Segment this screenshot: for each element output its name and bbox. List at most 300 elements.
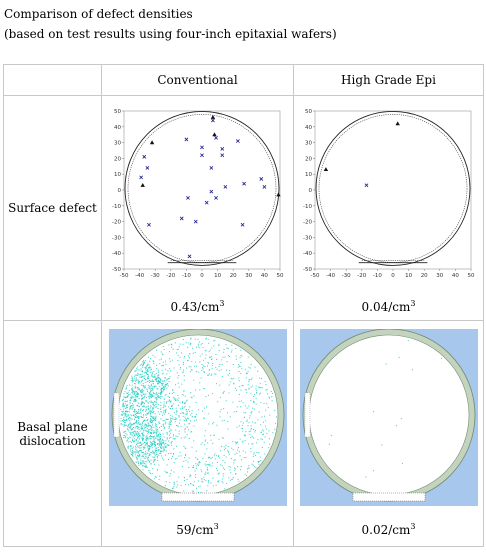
dislocation-point bbox=[152, 376, 153, 377]
dislocation-point bbox=[251, 385, 252, 386]
dislocation-point bbox=[188, 357, 189, 358]
dislocation-point bbox=[198, 462, 199, 463]
dislocation-point bbox=[124, 412, 125, 413]
dislocation-point bbox=[210, 439, 211, 440]
dislocation-point bbox=[128, 424, 129, 425]
dislocation-point bbox=[186, 367, 187, 368]
dislocation-point bbox=[125, 396, 126, 397]
dislocation-point bbox=[154, 419, 155, 420]
dislocation-point bbox=[162, 420, 163, 421]
dislocation-point bbox=[155, 380, 156, 381]
dislocation-point bbox=[130, 397, 131, 398]
dislocation-point bbox=[155, 377, 156, 378]
dislocation-point bbox=[179, 452, 180, 453]
y-tick-label: 40 bbox=[305, 124, 312, 131]
dislocation-point bbox=[194, 389, 195, 390]
dislocation-point bbox=[143, 361, 144, 362]
dislocation-point bbox=[187, 346, 188, 347]
dislocation-point bbox=[165, 368, 166, 369]
dislocation-point bbox=[264, 381, 265, 382]
dislocation-point bbox=[153, 437, 154, 438]
dislocation-point bbox=[261, 429, 262, 430]
dislocation-point bbox=[242, 422, 243, 423]
dislocation-point bbox=[135, 438, 136, 439]
dislocation-point bbox=[136, 367, 137, 368]
dislocation-point bbox=[178, 455, 179, 456]
dislocation-point bbox=[165, 442, 166, 443]
dislocation-point bbox=[138, 423, 139, 424]
dislocation-point bbox=[254, 466, 255, 467]
dislocation-point bbox=[127, 439, 128, 440]
dislocation-point bbox=[177, 355, 178, 356]
dislocation-point bbox=[204, 349, 205, 350]
dislocation-point bbox=[218, 343, 219, 344]
dislocation-point bbox=[162, 386, 163, 387]
dislocation-point bbox=[179, 408, 180, 409]
dislocation-point bbox=[201, 471, 202, 472]
dislocation-point bbox=[168, 444, 169, 445]
dislocation-point bbox=[136, 405, 137, 406]
dislocation-point bbox=[132, 453, 133, 454]
dislocation-point bbox=[248, 366, 249, 367]
dislocation-point bbox=[177, 436, 178, 437]
dislocation-point bbox=[255, 398, 256, 399]
dislocation-point bbox=[165, 421, 166, 422]
dislocation-point bbox=[145, 367, 146, 368]
dislocation-point bbox=[212, 423, 213, 424]
dislocation-point bbox=[181, 406, 182, 407]
dislocation-point bbox=[168, 423, 169, 424]
dislocation-point bbox=[168, 396, 169, 397]
dislocation-point bbox=[266, 403, 267, 404]
dislocation-point bbox=[212, 485, 213, 486]
dislocation-point bbox=[153, 392, 154, 393]
dislocation-point bbox=[218, 472, 219, 473]
dislocation-point bbox=[184, 428, 185, 429]
dislocation-point bbox=[158, 479, 159, 480]
dislocation-point bbox=[260, 387, 261, 388]
dislocation-point bbox=[129, 427, 130, 428]
dislocation-point bbox=[267, 393, 268, 394]
dislocation-point bbox=[263, 441, 264, 442]
dislocation-point bbox=[130, 408, 131, 409]
dislocation-point bbox=[137, 368, 138, 369]
dislocation-point bbox=[151, 375, 152, 376]
dislocation-point bbox=[131, 447, 132, 448]
dislocation-point bbox=[152, 383, 153, 384]
dislocation-point bbox=[137, 454, 138, 455]
dislocation-point bbox=[152, 431, 153, 432]
dislocation-point bbox=[274, 410, 275, 411]
dislocation-point bbox=[180, 352, 181, 353]
dislocation-point bbox=[150, 397, 151, 398]
dislocation-point bbox=[131, 434, 132, 435]
dislocation-point bbox=[129, 421, 130, 422]
dislocation-point bbox=[189, 406, 190, 407]
dislocation-point bbox=[165, 418, 166, 419]
dislocation-point bbox=[164, 381, 165, 382]
dislocation-point bbox=[195, 370, 196, 371]
dislocation-point bbox=[145, 360, 146, 361]
dislocation-point bbox=[248, 356, 249, 357]
dislocation-point bbox=[190, 338, 191, 339]
dislocation-point bbox=[193, 440, 194, 441]
row-label-basal-plane-dislocation bbox=[4, 321, 102, 547]
dislocation-point bbox=[238, 480, 239, 481]
dislocation-point bbox=[183, 375, 184, 376]
dislocation-point bbox=[145, 454, 146, 455]
dislocation-point bbox=[131, 404, 132, 405]
dislocation-point bbox=[163, 436, 164, 437]
dislocation-point bbox=[139, 434, 140, 435]
dislocation-point bbox=[155, 423, 156, 424]
dislocation-point bbox=[191, 410, 192, 411]
dislocation-point bbox=[138, 429, 139, 430]
x-tick-label: 10 bbox=[214, 272, 222, 279]
dislocation-point bbox=[162, 361, 163, 362]
dislocation-point bbox=[152, 468, 153, 469]
dislocation-point bbox=[169, 417, 170, 418]
dislocation-point bbox=[183, 480, 184, 481]
dislocation-point bbox=[220, 450, 221, 451]
dislocation-point bbox=[138, 442, 139, 443]
dislocation-point bbox=[150, 358, 151, 359]
dislocation-point bbox=[153, 426, 154, 427]
dislocation-point bbox=[373, 411, 374, 412]
dislocation-point bbox=[244, 473, 245, 474]
dislocation-point bbox=[148, 459, 149, 460]
dislocation-point bbox=[140, 464, 141, 465]
dislocation-point bbox=[161, 369, 162, 370]
dislocation-point bbox=[238, 380, 239, 381]
dislocation-point bbox=[177, 359, 178, 360]
density-value: 0.04/cm bbox=[361, 299, 411, 314]
dislocation-point bbox=[135, 431, 136, 432]
dislocation-point bbox=[175, 424, 176, 425]
dislocation-point bbox=[144, 367, 145, 368]
dislocation-point bbox=[157, 446, 158, 447]
dislocation-point bbox=[250, 386, 251, 387]
dislocation-point bbox=[256, 392, 257, 393]
dislocation-point bbox=[146, 397, 147, 398]
dislocation-point bbox=[129, 407, 130, 408]
dislocation-point bbox=[272, 432, 273, 433]
dislocation-point bbox=[155, 432, 156, 433]
dislocation-point bbox=[137, 425, 138, 426]
dislocation-point bbox=[143, 403, 144, 404]
dislocation-point bbox=[162, 450, 163, 451]
dislocation-point bbox=[208, 480, 209, 481]
dislocation-point bbox=[152, 420, 153, 421]
dislocation-point bbox=[251, 377, 252, 378]
dislocation-point bbox=[135, 390, 136, 391]
dislocation-point bbox=[147, 369, 148, 370]
dislocation-point bbox=[153, 478, 154, 479]
dislocation-point bbox=[162, 373, 163, 374]
dislocation-point bbox=[153, 371, 154, 372]
dislocation-point bbox=[132, 426, 133, 427]
dislocation-point bbox=[248, 379, 249, 380]
dislocation-point bbox=[152, 372, 153, 373]
dislocation-point bbox=[178, 416, 179, 417]
dislocation-point bbox=[222, 475, 223, 476]
dislocation-point bbox=[191, 416, 192, 417]
dislocation-point bbox=[247, 384, 248, 385]
dislocation-point bbox=[187, 461, 188, 462]
dislocation-point bbox=[140, 445, 141, 446]
dislocation-point bbox=[173, 486, 174, 487]
dislocation-point bbox=[183, 460, 184, 461]
dislocation-point bbox=[225, 444, 226, 445]
dislocation-point bbox=[132, 446, 133, 447]
dislocation-point bbox=[204, 453, 205, 454]
dislocation-point bbox=[150, 443, 151, 444]
dislocation-point bbox=[246, 420, 247, 421]
dislocation-point bbox=[385, 363, 386, 364]
dislocation-point bbox=[142, 469, 143, 470]
dislocation-point bbox=[189, 343, 190, 344]
dislocation-point bbox=[136, 445, 137, 446]
dislocation-point bbox=[131, 441, 132, 442]
dislocation-point bbox=[135, 378, 136, 379]
dislocation-point bbox=[153, 430, 154, 431]
dislocation-point bbox=[151, 409, 152, 410]
x-tick-label: -10 bbox=[372, 272, 382, 279]
dislocation-point bbox=[162, 424, 163, 425]
dislocation-point bbox=[140, 370, 141, 371]
dislocation-point bbox=[201, 353, 202, 354]
dislocation-point bbox=[261, 378, 262, 379]
dislocation-point bbox=[159, 432, 160, 433]
dislocation-point bbox=[155, 399, 156, 400]
dislocation-point bbox=[142, 440, 143, 441]
dislocation-point bbox=[221, 359, 222, 360]
dislocation-point bbox=[275, 416, 276, 417]
dislocation-point bbox=[188, 366, 189, 367]
dislocation-point bbox=[139, 424, 140, 425]
dislocation-point bbox=[186, 413, 187, 414]
dislocation-point bbox=[146, 370, 147, 371]
dislocation-point bbox=[216, 424, 217, 425]
dislocation-point bbox=[142, 434, 143, 435]
x-tick-label: -50 bbox=[119, 272, 129, 279]
dislocation-point bbox=[136, 379, 137, 380]
dislocation-point bbox=[163, 428, 164, 429]
dislocation-point bbox=[130, 414, 131, 415]
dislocation-point bbox=[155, 476, 156, 477]
dislocation-point bbox=[221, 375, 222, 376]
dislocation-point bbox=[253, 437, 254, 438]
dislocation-point bbox=[164, 394, 165, 395]
dislocation-point bbox=[247, 471, 248, 472]
dislocation-point bbox=[120, 408, 121, 409]
dislocation-point bbox=[173, 481, 174, 482]
dislocation-point bbox=[215, 373, 216, 374]
dislocation-point bbox=[250, 379, 251, 380]
dislocation-point bbox=[241, 384, 242, 385]
x-tick-label: -20 bbox=[357, 272, 367, 279]
x-tick-label: -50 bbox=[310, 272, 320, 279]
dislocation-point bbox=[150, 418, 151, 419]
dislocation-point bbox=[126, 396, 127, 397]
dislocation-point bbox=[148, 409, 149, 410]
dislocation-point bbox=[143, 362, 144, 363]
dislocation-point bbox=[161, 446, 162, 447]
density-surface-conventional bbox=[102, 299, 293, 314]
dislocation-point bbox=[152, 436, 153, 437]
dislocation-point bbox=[230, 381, 231, 382]
dislocation-point bbox=[258, 461, 259, 462]
dislocation-point bbox=[136, 377, 137, 378]
dislocation-point bbox=[142, 383, 143, 384]
dislocation-point bbox=[146, 417, 147, 418]
dislocation-point bbox=[260, 460, 261, 461]
dislocation-point bbox=[163, 442, 164, 443]
dislocation-point bbox=[250, 400, 251, 401]
dislocation-point bbox=[167, 383, 168, 384]
dislocation-point bbox=[164, 384, 165, 385]
dislocation-point bbox=[204, 435, 205, 436]
dislocation-point bbox=[168, 453, 169, 454]
dislocation-point bbox=[151, 419, 152, 420]
dislocation-point bbox=[407, 340, 408, 341]
y-tick-label: -50 bbox=[112, 266, 121, 273]
dislocation-point bbox=[203, 444, 204, 445]
dislocation-point bbox=[207, 362, 208, 363]
dislocation-point bbox=[174, 421, 175, 422]
dislocation-point bbox=[133, 438, 134, 439]
dislocation-point bbox=[135, 452, 136, 453]
dislocation-point bbox=[183, 407, 184, 408]
dislocation-point bbox=[268, 430, 269, 431]
dislocation-point bbox=[145, 399, 146, 400]
dislocation-point bbox=[211, 457, 212, 458]
dislocation-point bbox=[136, 396, 137, 397]
dislocation-point bbox=[131, 377, 132, 378]
dislocation-point bbox=[133, 431, 134, 432]
dislocation-point bbox=[396, 425, 397, 426]
dislocation-point bbox=[250, 447, 251, 448]
dislocation-point bbox=[254, 366, 255, 367]
dislocation-point bbox=[141, 451, 142, 452]
dislocation-point bbox=[171, 418, 172, 419]
dislocation-point bbox=[149, 400, 150, 401]
dislocation-point bbox=[141, 384, 142, 385]
dislocation-point bbox=[171, 444, 172, 445]
dislocation-point bbox=[127, 395, 128, 396]
dislocation-point bbox=[228, 384, 229, 385]
dislocation-point bbox=[239, 455, 240, 456]
dislocation-point bbox=[148, 422, 149, 423]
dislocation-point bbox=[170, 473, 171, 474]
dislocation-point bbox=[137, 389, 138, 390]
dislocation-point bbox=[170, 442, 171, 443]
dislocation-point bbox=[163, 420, 164, 421]
dislocation-point bbox=[122, 411, 123, 412]
dislocation-point bbox=[143, 375, 144, 376]
dislocation-point bbox=[139, 423, 140, 424]
dislocation-point bbox=[218, 345, 219, 346]
dislocation-point bbox=[186, 426, 187, 427]
dislocation-point bbox=[146, 435, 147, 436]
x-tick-label: 0 bbox=[200, 272, 204, 279]
dislocation-point bbox=[238, 370, 239, 371]
dislocation-point bbox=[152, 386, 153, 387]
dislocation-point bbox=[132, 439, 133, 440]
column-header-high-grade-epi: High Grade Epi bbox=[294, 65, 484, 96]
dislocation-point bbox=[145, 401, 146, 402]
dislocation-point bbox=[330, 435, 331, 436]
dislocation-point bbox=[218, 438, 219, 439]
dislocation-point bbox=[150, 387, 151, 388]
dislocation-point bbox=[193, 395, 194, 396]
dislocation-point bbox=[208, 369, 209, 370]
dislocation-point bbox=[141, 376, 142, 377]
dislocation-point bbox=[128, 393, 129, 394]
dislocation-point bbox=[139, 430, 140, 431]
dislocation-point bbox=[122, 410, 123, 411]
dislocation-point bbox=[164, 470, 165, 471]
dislocation-point bbox=[144, 385, 145, 386]
dislocation-point bbox=[217, 401, 218, 402]
dislocation-point bbox=[400, 418, 401, 419]
dislocation-point bbox=[150, 473, 151, 474]
dislocation-point bbox=[182, 372, 183, 373]
dislocation-point bbox=[202, 365, 203, 366]
dislocation-point bbox=[156, 401, 157, 402]
dislocation-point bbox=[240, 465, 241, 466]
dislocation-point bbox=[218, 481, 219, 482]
dislocation-point bbox=[199, 355, 200, 356]
y-tick-label: 10 bbox=[305, 171, 312, 178]
dislocation-point bbox=[148, 454, 149, 455]
dislocation-point bbox=[190, 396, 191, 397]
dislocation-point bbox=[140, 447, 141, 448]
dislocation-point bbox=[130, 432, 131, 433]
dislocation-point bbox=[136, 442, 137, 443]
dislocation-point bbox=[150, 428, 151, 429]
dislocation-point bbox=[159, 433, 160, 434]
dislocation-point bbox=[238, 364, 239, 365]
dislocation-point bbox=[240, 361, 241, 362]
dislocation-point bbox=[134, 452, 135, 453]
dislocation-point bbox=[197, 465, 198, 466]
dislocation-point bbox=[144, 372, 145, 373]
dislocation-point bbox=[206, 472, 207, 473]
dislocation-point bbox=[215, 366, 216, 367]
dislocation-point bbox=[174, 417, 175, 418]
column-header-conventional: Conventional bbox=[102, 65, 294, 96]
dislocation-point bbox=[202, 367, 203, 368]
dislocation-point bbox=[154, 356, 155, 357]
dislocation-point bbox=[165, 408, 166, 409]
dislocation-point bbox=[131, 391, 132, 392]
dislocation-point bbox=[137, 433, 138, 434]
dislocation-point bbox=[148, 469, 149, 470]
dislocation-point bbox=[213, 340, 214, 341]
dislocation-point bbox=[138, 417, 139, 418]
dislocation-point bbox=[134, 450, 135, 451]
dislocation-point bbox=[263, 433, 264, 434]
dislocation-point bbox=[134, 430, 135, 431]
dislocation-point bbox=[152, 403, 153, 404]
dislocation-point bbox=[177, 400, 178, 401]
dislocation-point bbox=[143, 409, 144, 410]
dislocation-point bbox=[169, 475, 170, 476]
dislocation-point bbox=[169, 376, 170, 377]
dislocation-point bbox=[130, 418, 131, 419]
dislocation-point bbox=[177, 395, 178, 396]
